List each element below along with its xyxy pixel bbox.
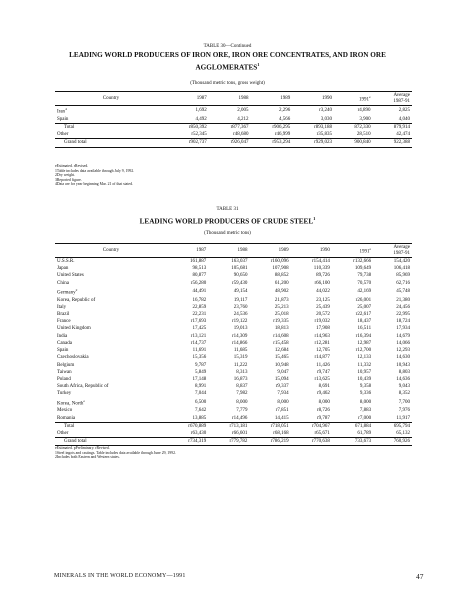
row-value: r14,608 (273, 333, 289, 339)
table31-unit: (Thousand metric tons) (204, 231, 251, 236)
row-value: r770,638 (291, 438, 332, 446)
row-value: 7,934 (277, 391, 289, 397)
table-note: 2Includes both Eastern and Western states. (55, 455, 120, 460)
row-value: 4,492 (195, 116, 207, 122)
row-value: r718,051 (249, 422, 290, 430)
row-value: 7,700 (398, 399, 410, 405)
table-row (55, 318, 412, 325)
table30-unit: (Thousand metric tons, gross weight) (190, 81, 265, 86)
row-value: 65,132 (396, 430, 410, 436)
row-value: r160,096 (270, 259, 289, 264)
header-country: Country (55, 92, 167, 106)
table-row (55, 272, 412, 279)
row-country: Germany$^2$ (57, 287, 78, 296)
table31-notes (55, 446, 176, 460)
footer-publication-title: MINERALS IN THE WORLD ECONOMY—1991 (54, 573, 186, 579)
table31-header-row (55, 244, 412, 258)
row-value: 107,908 (272, 266, 289, 272)
row-value: 2,825 (398, 108, 410, 114)
row-value: 671,884 (332, 422, 373, 430)
row-value: 163,037 (231, 259, 248, 264)
row-value: 15,094 (274, 376, 289, 382)
row-value: 760,926 (373, 438, 412, 446)
row-value: r14,866 (232, 340, 248, 346)
table30-title (0, 51, 455, 72)
row-value: r66,601 (232, 430, 248, 436)
row-value: r704,967 (291, 422, 332, 430)
row-value: 18,437 (357, 319, 372, 325)
row-value: r63,430 (190, 430, 207, 436)
row-value: 10,943 (396, 362, 410, 368)
row-value: 2,296 (279, 108, 291, 114)
row-value: r7,851 (275, 408, 289, 414)
row-value: 8,352 (398, 391, 410, 397)
header-1988: 1988 (208, 244, 249, 258)
row-country: Total (55, 422, 167, 430)
row-value: 62,716 (396, 280, 410, 286)
row-value: 80,877 (192, 273, 207, 279)
row-value: 8,991 (194, 384, 207, 390)
header-1987: 1987 (167, 244, 208, 258)
row-value: 18,724 (396, 319, 410, 325)
row-value: r3,240 (319, 108, 332, 114)
row-value: 20,572 (316, 312, 330, 318)
row-value: 11,691 (192, 348, 207, 354)
row-value: r66,100 (314, 280, 330, 286)
row-value: r929,023 (292, 139, 334, 147)
row-value: 7,883 (359, 408, 372, 414)
row-value: 48,902 (274, 289, 289, 295)
row-value: r16,394 (355, 333, 372, 339)
row-country: Other (57, 430, 69, 436)
table-note: 1Steel ingots and castings. Table includes data available through June 29, 1992. (55, 450, 176, 455)
row-country: Belgium (57, 362, 75, 368)
row-value: 12,293 (396, 348, 410, 354)
row-value: 89,726 (316, 273, 330, 279)
row-country: Taiwan (57, 369, 72, 375)
row-value: r8,726 (316, 408, 330, 414)
row-value: r14,963 (314, 333, 330, 339)
row-value: 106,418 (393, 266, 410, 272)
table30-label: TABLE 30—Continued (203, 44, 252, 49)
row-country: Turkey (57, 391, 72, 397)
table30-title-line1: LEADING WORLD PRODUCERS OF IRON ORE, IRON ORE CONCENTRATES, AND IRON ORE (69, 51, 386, 59)
row-value: r19,032 (314, 319, 330, 325)
row-country: Brazil (57, 312, 70, 318)
row-value: 14,636 (396, 376, 410, 382)
row-value: 17,425 (192, 326, 207, 332)
row-value: 16,873 (233, 376, 248, 382)
row-value: r12,281 (314, 340, 330, 346)
row-value: r906,295 (251, 124, 293, 132)
row-value: 16,782 (192, 297, 207, 303)
row-value: 7,976 (398, 408, 410, 414)
row-value: r9,462 (316, 391, 330, 397)
row-value: 922,388 (373, 139, 412, 147)
row-value: 8,000 (359, 399, 372, 405)
row-value: r14,877 (314, 355, 330, 361)
table-row (55, 407, 412, 414)
row-country: South Africa, Republic of (57, 384, 109, 390)
table-row (55, 124, 412, 132)
row-value: 17,148 (192, 376, 207, 382)
row-value: 3,030 (320, 116, 332, 122)
table-row (55, 287, 412, 297)
row-value: 12,705 (316, 348, 330, 354)
table-row (55, 131, 412, 139)
row-value: 4,040 (398, 116, 410, 122)
table31-label: TABLE 31 (216, 207, 239, 212)
row-value: 98,513 (192, 266, 207, 272)
row-value: r786,219 (249, 438, 290, 446)
row-value: 3,900 (359, 116, 371, 122)
table-row (55, 383, 412, 390)
row-value: 25,007 (357, 304, 372, 310)
row-country: India (57, 333, 68, 339)
row-value: r48,680 (233, 132, 249, 138)
row-value: r13,121 (190, 333, 207, 339)
header-1987: 1987 (167, 92, 209, 106)
table30 (55, 91, 412, 148)
table-note: eEstimated. pPreliminary. rRevised. (55, 446, 110, 450)
row-country: Other (57, 132, 69, 138)
table-row (55, 422, 412, 430)
row-value: 44,022 (316, 289, 330, 295)
row-value: 6,500 (194, 399, 207, 405)
row-country: Mexico (57, 408, 73, 414)
table-row (55, 354, 412, 361)
row-value: 110,339 (313, 266, 330, 272)
row-country: Iran$^4$ (57, 107, 67, 115)
row-value: r56,280 (190, 280, 207, 286)
row-value: r13,625 (314, 376, 330, 382)
table-row (55, 362, 412, 369)
row-country: Italy (57, 304, 67, 310)
table-row (55, 297, 412, 304)
row-country: Spain (57, 348, 69, 354)
header-1991: 1991e (334, 92, 373, 106)
table-note: 2Dry weight. (55, 173, 76, 178)
row-value: 4,212 (237, 116, 249, 122)
row-value: 19,013 (233, 326, 248, 332)
row-value: 25,213 (274, 304, 289, 310)
table-note: 1Table includes data available through July 9, 1992. (55, 168, 135, 173)
row-value: 12,133 (357, 355, 372, 361)
row-value: 23,125 (316, 297, 330, 303)
row-value: 8,000 (236, 399, 248, 405)
row-value: 900,840 (334, 139, 373, 147)
row-value: 733,673 (332, 438, 373, 446)
row-value: 25,439 (316, 304, 330, 310)
row-value: 695,794 (373, 422, 412, 430)
row-value: 49,154 (233, 289, 248, 295)
row-value: 8,000 (277, 399, 289, 405)
table-row (55, 340, 412, 347)
row-value: r893,188 (292, 124, 334, 132)
row-value: 11,222 (233, 362, 248, 368)
header-average: Average 1987-91 (373, 92, 412, 106)
row-value: 23,760 (233, 304, 248, 310)
row-value: 13,885 (192, 415, 207, 421)
row-country: Czechoslovakia (57, 355, 89, 361)
row-country: U.S.S.R. (57, 259, 75, 264)
row-value: 15,319 (233, 355, 248, 361)
row-value: 14,630 (396, 355, 410, 361)
row-value: 17,934 (396, 326, 410, 332)
row-value: r68,168 (273, 430, 289, 436)
row-value: 8,837 (236, 384, 248, 390)
row-value: 22,995 (396, 312, 410, 318)
row-value: r877,367 (209, 124, 251, 132)
row-value: 14,066 (396, 340, 410, 346)
table-row (55, 280, 412, 287)
row-value: r4,890 (357, 108, 371, 114)
table-row (55, 347, 412, 354)
row-value: 7,044 (194, 391, 207, 397)
header-1989: 1989 (249, 244, 290, 258)
row-value: r22,617 (355, 312, 372, 318)
row-value: 9,047 (277, 369, 289, 375)
table-row (55, 265, 412, 272)
row-value: 25,018 (274, 312, 289, 318)
table30-notes (55, 164, 134, 187)
row-value: 7,642 (194, 408, 207, 414)
row-value: 11,917 (396, 415, 410, 421)
row-country: Canada (57, 340, 72, 346)
row-value: r17,693 (190, 319, 207, 325)
row-value: 8,313 (236, 369, 248, 375)
row-value: 7,982 (236, 391, 248, 397)
row-value: 1,692 (195, 108, 207, 114)
row-value: 15,465 (274, 355, 289, 361)
header-1988: 1988 (209, 92, 251, 106)
row-value: 88,852 (274, 273, 289, 279)
row-value: 10,439 (357, 376, 372, 382)
row-value: 61,200 (274, 280, 289, 286)
row-value: r734,319 (167, 438, 208, 446)
header-1989: 1989 (251, 92, 293, 106)
header-1991: 1991e (332, 244, 373, 258)
row-value: 5,849 (194, 369, 207, 375)
header-country: Country (55, 244, 167, 258)
row-value: r926,047 (209, 139, 251, 147)
row-value: 9,043 (398, 384, 410, 390)
row-value: 22,859 (192, 304, 207, 310)
table30-header-row (55, 92, 412, 106)
row-value: 21,380 (396, 297, 410, 303)
row-country: Korea, Republic of (57, 297, 96, 303)
row-value: 14,679 (396, 333, 410, 339)
table-row (55, 398, 412, 408)
header-average: Average 1987-91 (373, 244, 412, 258)
row-value: 22,231 (192, 312, 207, 318)
table-note: 4Data are for year beginning Mar. 21 of that stated. (55, 182, 133, 187)
row-value: r46,999 (274, 132, 291, 138)
row-value: r713,181 (208, 422, 249, 430)
table31 (55, 243, 412, 446)
row-value: 10,957 (357, 369, 372, 375)
row-value: 12,987 (357, 340, 372, 346)
row-value: r779,782 (208, 438, 249, 446)
row-country: Poland (57, 376, 71, 382)
row-country: United States (57, 273, 84, 279)
row-value: 18,813 (274, 326, 289, 332)
row-value: 8,803 (398, 369, 410, 375)
row-value: 44,491 (192, 289, 207, 295)
row-value: 28,510 (356, 132, 371, 138)
table-row (55, 390, 412, 397)
row-value: 109,649 (354, 266, 372, 272)
row-value: 2,005 (237, 108, 249, 114)
row-value: r19,122 (232, 319, 248, 325)
row-value: r59,430 (232, 280, 248, 286)
table30-title-line2: AGGLOMERATES$^1$ (195, 62, 260, 72)
table-row (55, 116, 412, 124)
row-country: France (57, 319, 71, 325)
table-row (55, 333, 412, 340)
row-value: 12,684 (274, 348, 289, 354)
row-value: r35,835 (316, 132, 332, 138)
row-value: 14,415 (274, 415, 289, 421)
table-note: eEstimated. rRevised. (55, 164, 89, 168)
table31-title-footnote: 1 (313, 216, 316, 221)
row-value: 872,330 (334, 124, 373, 132)
table-row (55, 258, 412, 266)
table-row (55, 325, 412, 332)
row-value: r9,787 (316, 415, 330, 421)
row-country: Grand total (55, 438, 167, 446)
row-value: 17,908 (316, 326, 330, 332)
row-value: 85,969 (396, 273, 410, 279)
row-value: 21,873 (274, 297, 289, 303)
row-value: 45,748 (396, 289, 410, 295)
row-value: 19,117 (233, 297, 248, 303)
row-value: 42,474 (396, 132, 410, 138)
row-value: r52,345 (191, 132, 207, 138)
row-value: 4,566 (279, 116, 291, 122)
row-value: r65,671 (314, 430, 330, 436)
row-country: Spain (57, 116, 69, 122)
row-value: 11,685 (233, 348, 248, 354)
row-country: China (57, 280, 69, 286)
row-value: 105,681 (231, 266, 248, 272)
row-value: r9,337 (275, 384, 289, 390)
row-value: r14,309 (232, 333, 248, 339)
row-country: Romania (57, 415, 76, 421)
table-row (55, 106, 412, 116)
row-value: 79,738 (357, 273, 372, 279)
row-value: 11,426 (316, 362, 330, 368)
row-value: r7,000 (358, 415, 372, 421)
footer-page-number: 47 (416, 572, 424, 581)
row-value: r670,889 (167, 422, 208, 430)
row-value: 24,536 (233, 312, 248, 318)
row-value: 11,332 (357, 362, 372, 368)
row-value: 15,356 (192, 355, 207, 361)
table31-title: LEADING WORLD PRODUCERS OF CRUDE STEEL$^1$ (139, 216, 316, 226)
table-row (55, 369, 412, 376)
row-value: 61,789 (357, 430, 372, 436)
row-value: 9,787 (194, 362, 207, 368)
row-country: Grand total (55, 139, 167, 147)
row-value: r26,001 (355, 297, 372, 303)
table-row (55, 139, 412, 147)
row-value: r14,496 (232, 415, 248, 421)
table-row (55, 430, 412, 438)
row-value: r850,392 (167, 124, 209, 132)
row-value: r19,335 (273, 319, 289, 325)
row-value: 24,456 (396, 304, 410, 310)
row-value: 10,948 (274, 362, 289, 368)
row-value: 70,570 (357, 280, 372, 286)
row-country: Total (55, 124, 167, 132)
row-value: 7,779 (236, 408, 248, 414)
row-value: r12,700 (355, 348, 372, 354)
row-country: United Kingdom (57, 326, 91, 332)
row-country: Korea, North$^e$ (57, 398, 85, 407)
table-row (55, 438, 412, 446)
row-value: 9,336 (359, 391, 372, 397)
table-row (55, 311, 412, 318)
row-value: 154,420 (393, 259, 410, 264)
header-1990: 1990 (292, 92, 334, 106)
table-note: 3Reported figure. (55, 177, 82, 182)
table-row (55, 415, 412, 423)
header-1990: 1990 (291, 244, 332, 258)
row-value: 8,691 (318, 384, 330, 390)
row-value: 90,650 (233, 273, 248, 279)
row-value: r902,737 (167, 139, 209, 147)
row-value: 879,914 (373, 124, 412, 132)
row-value: 8,000 (318, 399, 330, 405)
table-row (55, 376, 412, 383)
row-value: r953,294 (251, 139, 293, 147)
row-value: 161,887 (189, 259, 207, 264)
row-value: r9,747 (316, 369, 330, 375)
row-value: 42,169 (357, 289, 372, 295)
table30-title-footnote: 1 (257, 62, 260, 67)
row-value: 16,511 (357, 326, 372, 332)
row-value: r154,414 (311, 259, 330, 264)
row-value: r132,666 (353, 259, 372, 264)
row-value: 9,358 (359, 384, 372, 390)
row-country: Japan (57, 266, 69, 272)
table-row (55, 304, 412, 311)
row-value: r15,458 (273, 340, 289, 346)
row-value: r14,737 (190, 340, 207, 346)
